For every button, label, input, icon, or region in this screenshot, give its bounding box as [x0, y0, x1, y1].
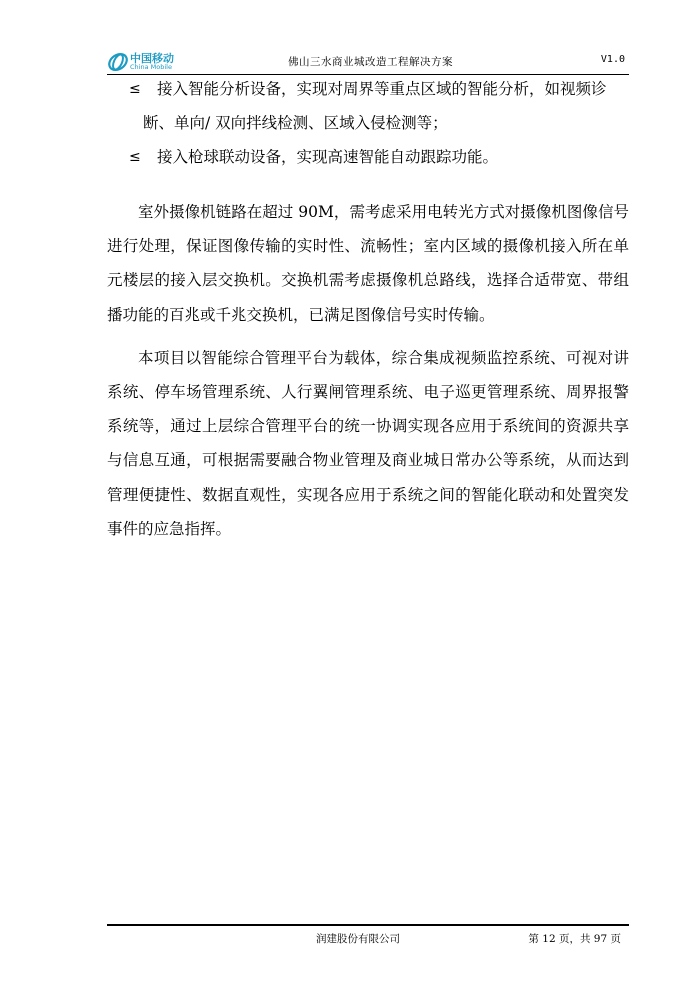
bullet-text: 接入枪球联动设备，实现高速智能自动跟踪功能。 — [157, 148, 499, 166]
paragraph: 本项目以智能综合管理平台为载体，综合集成视频监控系统、可视对讲系统、停车场管理系统、人行翼闸管理系统、电子巡更管理系统、周界报警系统等，通过上层综合管理平台的统一协调实现各应用于系统间的资源共享与信息互通，可根据需要融合物业管理及商业城日常办公等系统，从而达到管理便捷性、数据直观性，实现各应用于系统之间的智能化联动和处置突发事件的应急指挥。 — [107, 348, 629, 538]
bullet-item — [107, 140, 629, 174]
china-mobile-logo-icon — [107, 51, 129, 73]
page-number: 第 12 页，共 97 页 — [528, 933, 621, 945]
bullet-marker: ≤ — [129, 149, 141, 165]
logo-text-en: China Mobile — [130, 63, 172, 71]
china-mobile-logo — [107, 50, 191, 74]
company-name: 润建股份有限公司 — [316, 933, 400, 945]
page-footer — [107, 924, 629, 945]
logo-text-cn: 中国移动 — [130, 52, 174, 65]
document-version: V1.0 — [600, 54, 625, 65]
page-body — [107, 72, 629, 546]
bullet-item — [107, 72, 629, 140]
paragraph: 室外摄像机链路在超过 90M，需考虑采用电转光方式对摄像机图像信号进行处理，保证图像传输的实时性、流畅性；室内区域的摄像机接入所在单元楼层的接入层交换机。交换机需考虑摄像机总路线，选择合适带宽、带组播功能的百兆或千兆交换机，已满足图像信号实时传输。 — [107, 203, 629, 324]
bullet-text-continued: 断、单向/ 双向拌线检测、区域入侵检测等； — [143, 114, 448, 132]
document-title: 佛山三水商业城改造工程解决方案 — [288, 56, 453, 68]
bullet-marker: ≤ — [129, 81, 141, 97]
bullet-text: 接入智能分析设备，实现对周界等重点区域的智能分析，如视频诊 — [157, 80, 607, 98]
footer-divider — [107, 924, 629, 926]
